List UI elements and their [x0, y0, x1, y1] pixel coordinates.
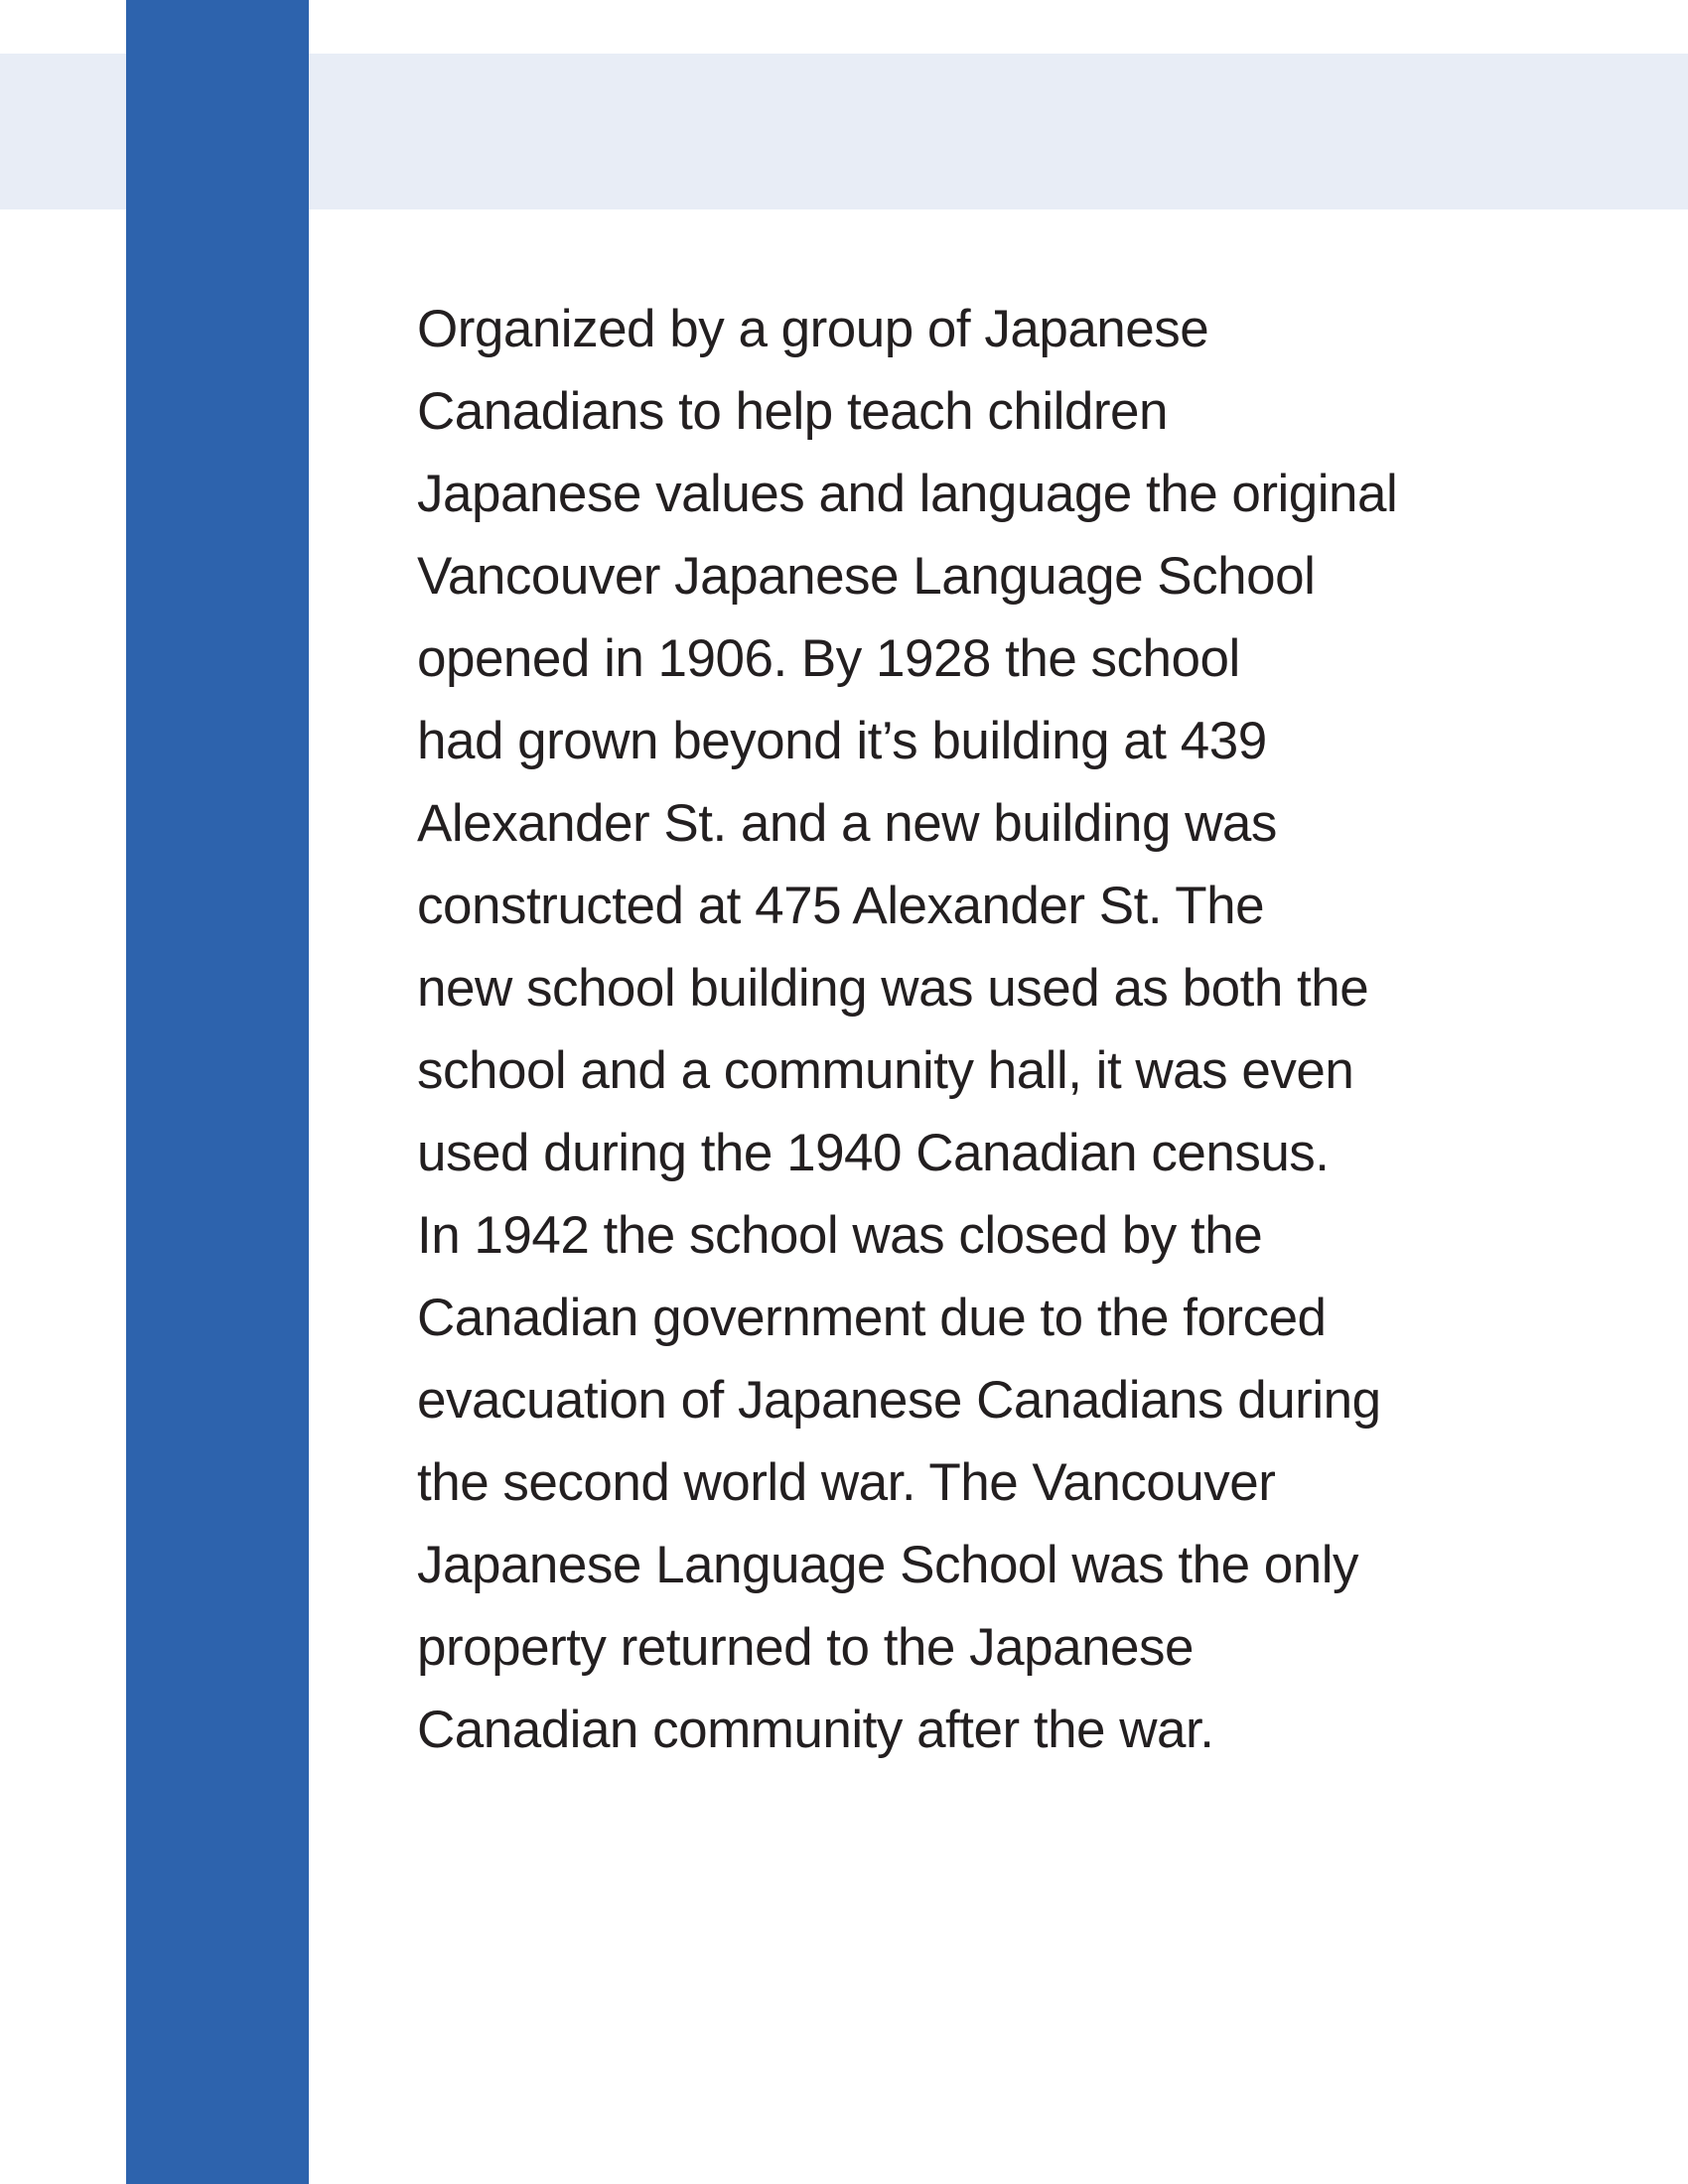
- body-paragraph: [417, 288, 1609, 1771]
- paragraph-line: opened in 1906. By 1928 the school: [417, 629, 1240, 688]
- paragraph-line: Japanese Language School was the only: [417, 1536, 1358, 1594]
- paragraph-line: Alexander St. and a new building was: [417, 794, 1277, 853]
- paragraph-line: Canadian community after the war.: [417, 1701, 1214, 1759]
- paragraph-line: Vancouver Japanese Language School: [417, 547, 1316, 606]
- paragraph-line: constructed at 475 Alexander St. The: [417, 877, 1265, 935]
- paragraph-line: had grown beyond it’s building at 439: [417, 712, 1267, 770]
- paragraph-line: Canadians to help teach children: [417, 382, 1168, 441]
- paragraph-line: Organized by a group of Japanese: [417, 300, 1209, 358]
- paragraph-line: Canadian government due to the forced: [417, 1289, 1327, 1347]
- side-bar: [126, 0, 309, 2184]
- paragraph-line: the second world war. The Vancouver: [417, 1453, 1276, 1512]
- paragraph-line: new school building was used as both the: [417, 959, 1369, 1018]
- paragraph-line: school and a community hall, it was even: [417, 1041, 1354, 1100]
- paragraph-line: Japanese values and language the original: [417, 465, 1398, 523]
- paragraph-line: evacuation of Japanese Canadians during: [417, 1371, 1381, 1430]
- paragraph-line: used during the 1940 Canadian census.: [417, 1124, 1330, 1182]
- paragraph-line: property returned to the Japanese: [417, 1618, 1194, 1677]
- paragraph-line: In 1942 the school was closed by the: [417, 1206, 1263, 1265]
